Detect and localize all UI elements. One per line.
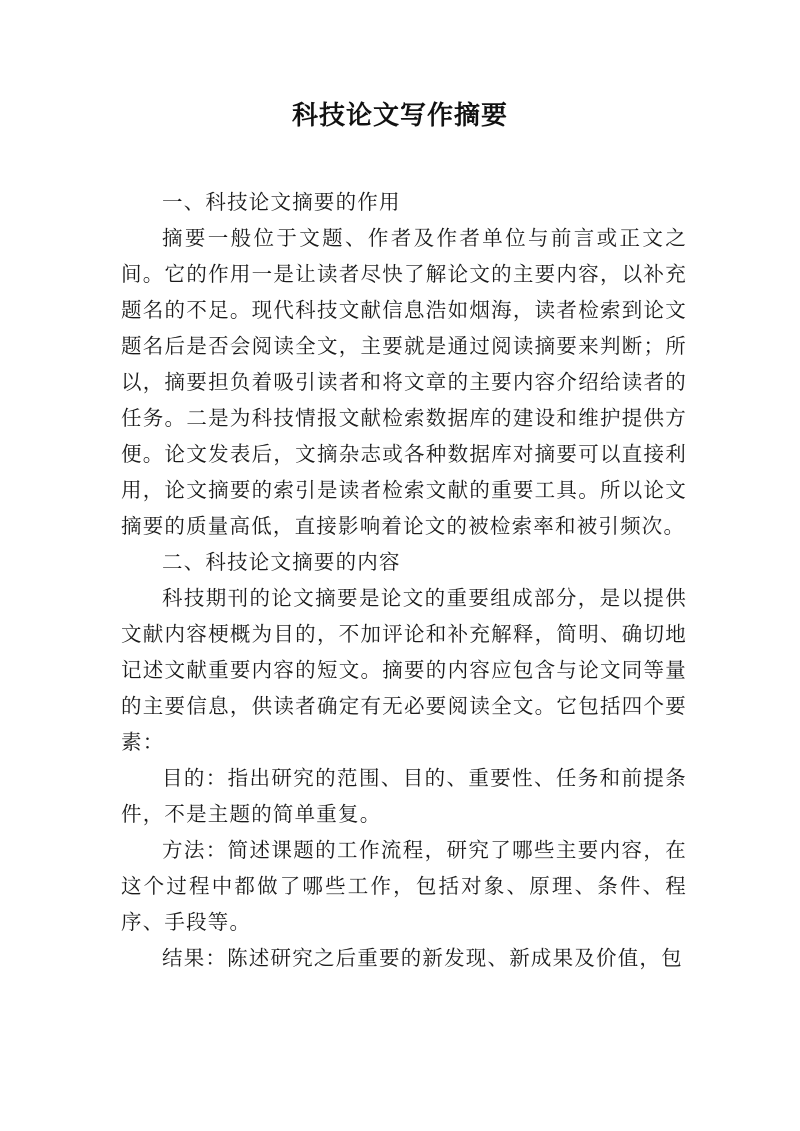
document-title: 科技论文写作摘要	[291, 101, 508, 131]
paragraph-result: 结果：陈述研究之后重要的新发现、新成果及价值，包	[162, 946, 683, 970]
paragraph-purpose: 目的：指出研究的范围、目的、重要性、任务和前提条件，不是主题的简单重复。	[121, 766, 687, 826]
section-heading-2: 二、科技论文摘要的内容	[162, 550, 401, 574]
paragraph-method: 方法：简述课题的工作流程，研究了哪些主要内容，在这个过程中都做了哪些工作，包括对象、原理、条件、程序、手段等。	[121, 838, 687, 934]
paragraph-abstract-role: 摘要一般位于文题、作者及作者单位与前言或正文之间。它的作用一是让读者尽快了解论文的主要内容，以补充题名的不足。现代科技文献信息浩如烟海，读者检索到论文题名后是否会阅读全文，主要就是通过阅读摘要来判断；所以，摘要担负着吸引读者和将文章的主要内容介绍给读者的任务。二是为科技情报文献检索数据库的建设和维护提供方便。论文发表后，文摘杂志或各种数据库对摘要可以直接利用，论文摘要的索引是读者检索文献的重要工具。所以论文摘要的质量高低，直接影响着论文的被检索率和被引频次。	[121, 226, 687, 538]
document-body	[121, 184, 687, 976]
section-heading-1: 一、科技论文摘要的作用	[162, 190, 401, 214]
paragraph-abstract-content: 科技期刊的论文摘要是论文的重要组成部分，是以提供文献内容梗概为目的，不加评论和补充解释，简明、确切地记述文献重要内容的短文。摘要的内容应包含与论文同等量的主要信息，供读者确定有无必要阅读全文。它包括四个要素：	[121, 586, 687, 754]
